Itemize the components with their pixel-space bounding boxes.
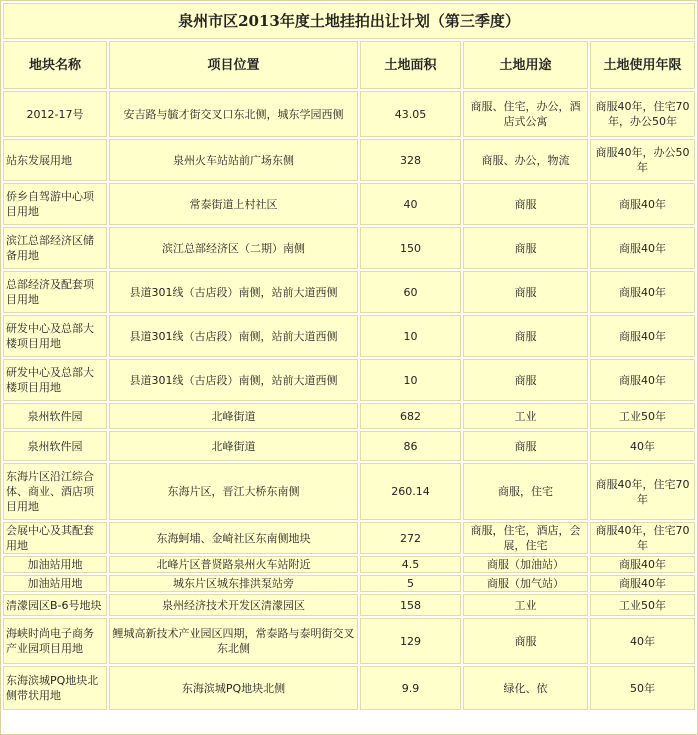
cell-plot-name: 泉州软件园 xyxy=(3,403,107,429)
table-row xyxy=(3,463,695,520)
table-row xyxy=(3,618,695,664)
cell-location: 城东片区城东排洪泵站旁 xyxy=(109,575,358,592)
cell-plot-name: 清濛园区B-6号地块 xyxy=(3,594,107,616)
column-header-use: 土地用途 xyxy=(463,41,588,89)
cell-use-term: 商服40年，住宅70年 xyxy=(590,463,695,520)
column-header-term: 土地使用年限 xyxy=(590,41,695,89)
cell-use-term: 商服40年 xyxy=(590,183,695,225)
column-header-area: 土地面积 xyxy=(360,41,461,89)
cell-plot-name: 研发中心及总部大楼项目用地 xyxy=(3,315,107,357)
cell-location: 安吉路与毓才街交叉口东北侧，城东学园西侧 xyxy=(109,91,358,137)
cell-area: 328 xyxy=(360,139,461,181)
cell-plot-name: 总部经济及配套项目用地 xyxy=(3,271,107,313)
cell-location: 东海蚵埔、金崎社区东南侧地块 xyxy=(109,522,358,554)
cell-use-term: 商服40年 xyxy=(590,556,695,573)
cell-land-use: 商服、住宅，办公，酒店式公寓 xyxy=(463,91,588,137)
cell-land-use: 商服 xyxy=(463,431,588,461)
cell-use-term: 商服40年 xyxy=(590,315,695,357)
cell-plot-name: 站东发展用地 xyxy=(3,139,107,181)
cell-plot-name: 泉州软件园 xyxy=(3,431,107,461)
cell-land-use: 绿化、依 xyxy=(463,666,588,710)
land-plan-table xyxy=(1,1,697,712)
table-row xyxy=(3,556,695,573)
cell-location: 东海滨城PQ地块北侧 xyxy=(109,666,358,710)
cell-location: 常泰街道上村社区 xyxy=(109,183,358,225)
table-row xyxy=(3,575,695,592)
table-row xyxy=(3,271,695,313)
table-title: 泉州市区2013年度土地挂拍出让计划（第三季度） xyxy=(3,3,695,39)
cell-area: 150 xyxy=(360,227,461,269)
cell-land-use: 商服 xyxy=(463,618,588,664)
cell-use-term: 商服40年 xyxy=(590,575,695,592)
cell-plot-name: 滨江总部经济区储备用地 xyxy=(3,227,107,269)
cell-land-use: 商服 xyxy=(463,315,588,357)
column-header-name: 地块名称 xyxy=(3,41,107,89)
cell-location: 东海片区，晋江大桥东南侧 xyxy=(109,463,358,520)
cell-location: 滨江总部经济区（二期）南侧 xyxy=(109,227,358,269)
cell-area: 129 xyxy=(360,618,461,664)
cell-area: 4.5 xyxy=(360,556,461,573)
cell-location: 泉州经济技术开发区清濛园区 xyxy=(109,594,358,616)
header-row xyxy=(3,41,695,89)
cell-location: 泉州火车站站前广场东侧 xyxy=(109,139,358,181)
cell-plot-name: 东海片区沿江综合体、商业、酒店项目用地 xyxy=(3,463,107,520)
cell-land-use: 商服，住宅 xyxy=(463,463,588,520)
cell-use-term: 40年 xyxy=(590,618,695,664)
cell-use-term: 工业50年 xyxy=(590,403,695,429)
table-row xyxy=(3,91,695,137)
table-row xyxy=(3,227,695,269)
cell-area: 272 xyxy=(360,522,461,554)
cell-location: 北峰街道 xyxy=(109,403,358,429)
cell-land-use: 商服（加油站） xyxy=(463,556,588,573)
cell-land-use: 商服，住宅，酒店，会展，住宅 xyxy=(463,522,588,554)
cell-plot-name: 东海滨城PQ地块北侧带状用地 xyxy=(3,666,107,710)
table-row xyxy=(3,594,695,616)
cell-plot-name: 2012-17号 xyxy=(3,91,107,137)
cell-plot-name: 海峡时尚电子商务产业园项目用地 xyxy=(3,618,107,664)
table-row xyxy=(3,359,695,401)
cell-use-term: 商服40年，办公50年 xyxy=(590,139,695,181)
cell-use-term: 商服40年 xyxy=(590,271,695,313)
cell-plot-name: 加油站用地 xyxy=(3,556,107,573)
table-row xyxy=(3,183,695,225)
cell-land-use: 工业 xyxy=(463,403,588,429)
table-row xyxy=(3,431,695,461)
cell-land-use: 商服 xyxy=(463,359,588,401)
table-row xyxy=(3,522,695,554)
cell-land-use: 商服 xyxy=(463,227,588,269)
table-row xyxy=(3,139,695,181)
cell-use-term: 40年 xyxy=(590,431,695,461)
cell-plot-name: 加油站用地 xyxy=(3,575,107,592)
cell-area: 5 xyxy=(360,575,461,592)
cell-area: 10 xyxy=(360,359,461,401)
cell-area: 86 xyxy=(360,431,461,461)
table-row xyxy=(3,315,695,357)
cell-land-use: 商服 xyxy=(463,271,588,313)
cell-land-use: 商服 xyxy=(463,183,588,225)
cell-area: 40 xyxy=(360,183,461,225)
cell-use-term: 商服40年 xyxy=(590,227,695,269)
cell-location: 县道301线（古店段）南侧，站前大道西侧 xyxy=(109,271,358,313)
cell-land-use: 商服、办公，物流 xyxy=(463,139,588,181)
cell-area: 10 xyxy=(360,315,461,357)
cell-area: 60 xyxy=(360,271,461,313)
cell-location: 北峰街道 xyxy=(109,431,358,461)
cell-use-term: 工业50年 xyxy=(590,594,695,616)
cell-location: 县道301线（古店段）南侧，站前大道西侧 xyxy=(109,359,358,401)
cell-area: 158 xyxy=(360,594,461,616)
cell-use-term: 商服40年，住宅70年 xyxy=(590,522,695,554)
table-row xyxy=(3,403,695,429)
cell-plot-name: 研发中心及总部大楼项目用地 xyxy=(3,359,107,401)
cell-area: 43.05 xyxy=(360,91,461,137)
table-row xyxy=(3,666,695,710)
cell-use-term: 商服40年 xyxy=(590,359,695,401)
cell-area: 682 xyxy=(360,403,461,429)
cell-land-use: 商服（加气站） xyxy=(463,575,588,592)
column-header-location: 项目位置 xyxy=(109,41,358,89)
cell-location: 县道301线（古店段）南侧，站前大道西侧 xyxy=(109,315,358,357)
cell-location: 鲤城高新技术产业园区四期，常泰路与泰明街交叉东北侧 xyxy=(109,618,358,664)
cell-area: 9.9 xyxy=(360,666,461,710)
cell-use-term: 商服40年，住宅70年，办公50年 xyxy=(590,91,695,137)
cell-land-use: 工业 xyxy=(463,594,588,616)
cell-plot-name: 侨乡自驾游中心项目用地 xyxy=(3,183,107,225)
cell-location: 北峰片区普贤路泉州火车站附近 xyxy=(109,556,358,573)
cell-plot-name: 会展中心及其配套用地 xyxy=(3,522,107,554)
cell-use-term: 50年 xyxy=(590,666,695,710)
cell-area: 260.14 xyxy=(360,463,461,520)
